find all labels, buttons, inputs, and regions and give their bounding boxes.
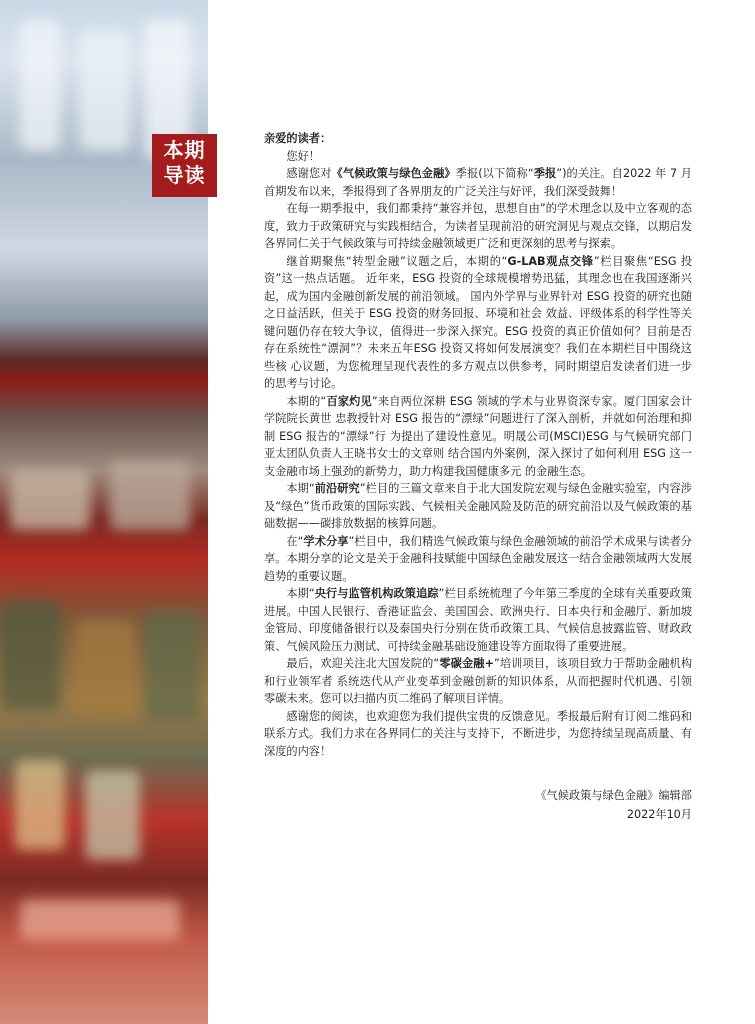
hello: 您好！ bbox=[286, 149, 320, 163]
paragraph-8: 最后，欢迎关注北大国发院的“零碳金融+”培训项目，该项目致力于帮助金融机构和行业领军者 系统迭代从产业变革到金融创新的知识体系，从而把握时代机遇、引领零碳未来。您可以扫描内页二维码了解项目详情。 bbox=[264, 657, 693, 705]
paragraph-2: 在每一期季报中，我们都秉持“兼容并包，思想自由”的学术理念以及中立客观的态度，致力于政策研究与实践相结合，为读者呈现前沿的研究洞见与观点交锋，以期启发各界同仁关于气候政策与可持续金融领域更广泛和更深刻的思考与探索。 bbox=[264, 202, 692, 250]
paragraph-9: 感谢您的阅读，也欢迎您为我们提供宝贵的反馈意见。季报最后附有订阅二维码和联系方式。我们力求在各界同仁的关注与支持下，不断进步，为您持续呈现高质量、有深度的内容！ bbox=[264, 709, 692, 758]
paragraph-4: 本期的“百家灼见”来自两位深耕 ESG 领域的学术与业界资深专家。厦门国家会计学院院长黄世 忠教授针对 ESG 报告的“漂绿”问题进行了深入剖析，并就如何治理和抑制 ESG 报告的“漂绿”行 为提出了建设性意见。明晟公司(MSCI)ESG 与气候研究部门亚太团队负责人王晓书女士的文章则 结合国内外案例，深入探讨了如何利用 ESG 这一支金融市场上强劲的新势力，助力构建我国健康多元 的金融生态。 bbox=[264, 394, 693, 478]
greeting: 亲爱的读者： bbox=[264, 132, 332, 145]
signature-org: 《气候政策与绿色金融》编辑部 bbox=[535, 789, 692, 802]
paragraph-1: 感谢您对《气候政策与绿色金融》季报(以下简称“季报”)的关注。自2022 年 7 月首期发布以来，季报得到了各界朋友的广泛关注与好评，我们深受鼓舞！ bbox=[264, 167, 692, 198]
paragraph-7: 本期“央行与监管机构政策追踪”栏目系统梳理了今年第三季度的全球有关重要政策进展。中国人民银行、香港证监会、美国国会、欧洲央行、日本央行和金融厅、新加坡金管局、印度储备银行以及泰国央行分别在货币政策工具、气候信息披露监管、财政政策、气候风险压力测试、可持续金融基础设施建设等方面取得了重要进展。 bbox=[264, 587, 692, 653]
badge-line-2: 导读 bbox=[163, 163, 206, 187]
badge-line-1: 本期 bbox=[163, 138, 206, 162]
signature bbox=[264, 786, 692, 824]
letter-body bbox=[264, 130, 692, 824]
paragraph-3: 继首期聚焦“转型金融”议题之后，本期的“G-LAB观点交锋”栏目聚焦“ESG 投资”这一热点话题。 近年来，ESG 投资的全球规模增势迅猛，其理念也在我国逐渐兴起，成为国内金融创新发展的前沿领域。 国内外学界与业界针对 ESG 投资的研究也随之日益活跃，但关于 ESG 投资的财务回报、环境和社会 效益、评级体系的科学性等关键问题仍存在较大争议，值得进一步深入探究。ESG 投资的真正价值如何？目前是否存在系统性“漂洞”？未来五年ESG 投资又将如何发展演变？我们在本期栏目中围绕这些核 心议题，为您梳理呈现代表性的多方观点以供参考，同时期望启发读者们进一步的思考与讨论。 bbox=[264, 254, 693, 390]
paragraph-5: 本期“前沿研究”栏目的三篇文章来自于北大国发院宏观与绿色金融实验室，内容涉及“绿色”货币政策的国际实践、气候相关金融风险及防范的研究前沿以及气候政策的基础数据——碳排放数据的核算问题。 bbox=[264, 482, 692, 530]
signature-date: 2022年10月 bbox=[626, 808, 692, 821]
paragraph-6: 在“学术分享”栏目中，我们精选气候政策与绿色金融领域的前沿学术成果与读者分享。本期分享的论文是关于金融科技赋能中国绿色金融发展这一结合金融领域两大发展趋势的重要议题。 bbox=[264, 534, 692, 583]
section-badge bbox=[152, 134, 217, 197]
